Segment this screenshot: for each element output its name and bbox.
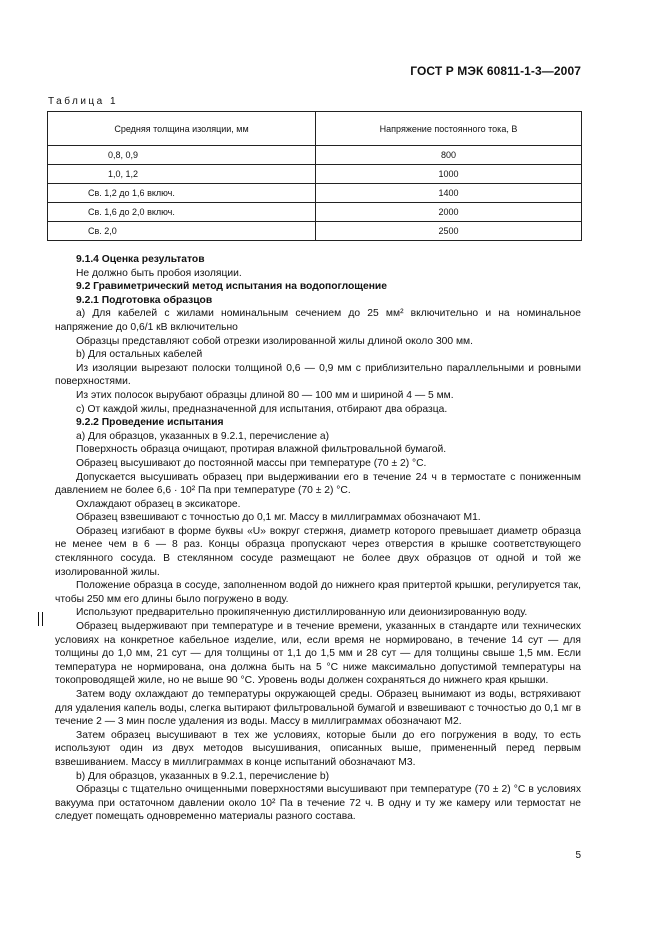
paragraph: Из этих полосок вырубают образцы длиной 80 — 100 мм и шириной 4 — 5 мм. (76, 389, 454, 401)
section-heading: 9.2.1 Подготовка образцов (76, 294, 213, 306)
table-row (48, 146, 582, 165)
change-bar-mark (38, 612, 43, 626)
paragraph: c) От каждой жилы, предназначенной для испытания, отбирают два образца. (76, 403, 448, 415)
thickness-cell: 1,0, 1,2 (48, 165, 316, 184)
column-header-thickness: Средняя толщина изоляции, мм (48, 112, 316, 146)
paragraph: b) Для образцов, указанных в 9.2.1, перечисление b) (76, 770, 330, 782)
page-number: 5 (575, 850, 581, 861)
voltage-cell: 1400 (316, 184, 582, 203)
paragraph: Используют предварительно прокипяченную дистиллированную или деионизированную воду. (76, 607, 528, 619)
paragraph: Из изоляции вырезают полоски толщиной 0,6 — 0,9 мм с приблизительно параллельными и ровными поверхностями. (55, 362, 581, 388)
voltage-cell: 800 (316, 146, 582, 165)
paragraph: Образец взвешивают с точностью до 0,1 мг. Массу в миллиграммах обозначают М1. (76, 512, 481, 524)
table-row (48, 165, 582, 184)
paragraph: Допускается высушивать образец при выдерживании его в течение 24 ч в термостате с пониженным давлением не более 6,6 · 10² Па при температуре (70 ± 2) °С. (55, 471, 581, 497)
table-row (48, 184, 582, 203)
voltage-table (47, 111, 582, 241)
section-heading: 9.2 Гравиметрический метод испытания на водопоглощение (76, 281, 387, 293)
section-heading: 9.2.2 Проведение испытания (76, 417, 224, 429)
table-caption: Таблица 1 (48, 96, 119, 107)
paragraph: Поверхность образца очищают, протирая влажной фильтровальной бумагой. (76, 444, 447, 456)
section-heading: 9.1.4 Оценка результатов (76, 254, 205, 265)
document-body (55, 253, 581, 824)
table-row (48, 203, 582, 222)
document-header: ГОСТ Р МЭК 60811-1-3—2007 (410, 64, 581, 78)
paragraph: Затем образец высушивают в тех же условиях, которые были до его погружения в воду, то есть используют один из двух методов высушивания, описанных выше, примененный перед первым взвешиванием. Массу в миллиграммах в конце испытаний обозначают М3. (55, 729, 581, 768)
thickness-cell: Св. 1,6 до 2,0 включ. (48, 203, 316, 222)
paragraph: Образцы с тщательно очищенными поверхностями высушивают при температуре (70 ± 2) °С в условиях вакуума при остаточном давлении около 10² Па в течение 72 ч. В одну и ту же камеру или термостат не следует помещать одновременно материалы разного состава. (55, 784, 581, 823)
paragraph: Положение образца в сосуде, заполненном водой до нижнего края притертой крышки, регулируется так, чтобы 250 мм его длины было погружено в воду. (55, 580, 581, 605)
paragraph: Охлаждают образец в эксикаторе. (76, 498, 241, 510)
paragraph: a) Для кабелей с жилами номинальным сечением до 25 мм² включительно и на номинальное напряжение до 0,6/1 кВ включительно (55, 308, 581, 333)
voltage-cell: 1000 (316, 165, 582, 184)
voltage-cell: 2000 (316, 203, 582, 222)
paragraph: Образец выдерживают при температуре и в течение времени, указанных в стандарте или технических условиях на конкретное кабельное изделие, или, если время не нормировано, в течение 14 сут — для толщины до 1,0 мм, 21 сут — для толщины от 1,1 до 1,5 мм и 28 сут — для толщины свыше 1,5 мм. Если температура не нормирована, она должна быть на 5 °С ниже максимально допустимой температуры на токопроводящей жиле, но не выше 90 °С. Уровень воды должен сохраняться до нижнего края крышки. (55, 621, 581, 687)
paragraph: b) Для остальных кабелей (76, 349, 203, 361)
thickness-cell: Св. 2,0 (48, 222, 316, 241)
voltage-cell: 2500 (316, 222, 582, 241)
thickness-cell: 0,8, 0,9 (48, 146, 316, 165)
thickness-cell: Св. 1,2 до 1,6 включ. (48, 184, 316, 203)
paragraph: Образец высушивают до постоянной массы при температуре (70 ± 2) °С. (76, 457, 427, 469)
table-row (48, 222, 582, 241)
paragraph: Затем воду охлаждают до температуры окружающей среды. Образец вынимают из воды, встряхивают для удаления капель воды, слегка вытирают фильтровальной бумагой и взвешивают с точностью до 0,1 мг в течение 2 — 3 мин после удаления из воды. Массу в миллиграммах обозначают М2. (55, 689, 581, 728)
paragraph: a) Для образцов, указанных в 9.2.1, перечисление a) (76, 430, 330, 442)
column-header-voltage: Напряжение постоянного тока, В (316, 112, 582, 146)
paragraph: Образец изгибают в форме буквы «U» вокруг стержня, диаметр которого превышает диаметр образца не менее чем в 6 — 8 раз. Концы образца пропускают через отверстия в крышке соответствующего стеклянного сосуда. В стеклянном сосуде размещают не более двух образцов от одной и той же изолированной жилы. (55, 525, 581, 578)
paragraph: Образцы представляют собой отрезки изолированной жилы длиной около 300 мм. (76, 335, 473, 347)
paragraph: Не должно быть пробоя изоляции. (76, 267, 242, 279)
table-header-row (48, 112, 582, 146)
